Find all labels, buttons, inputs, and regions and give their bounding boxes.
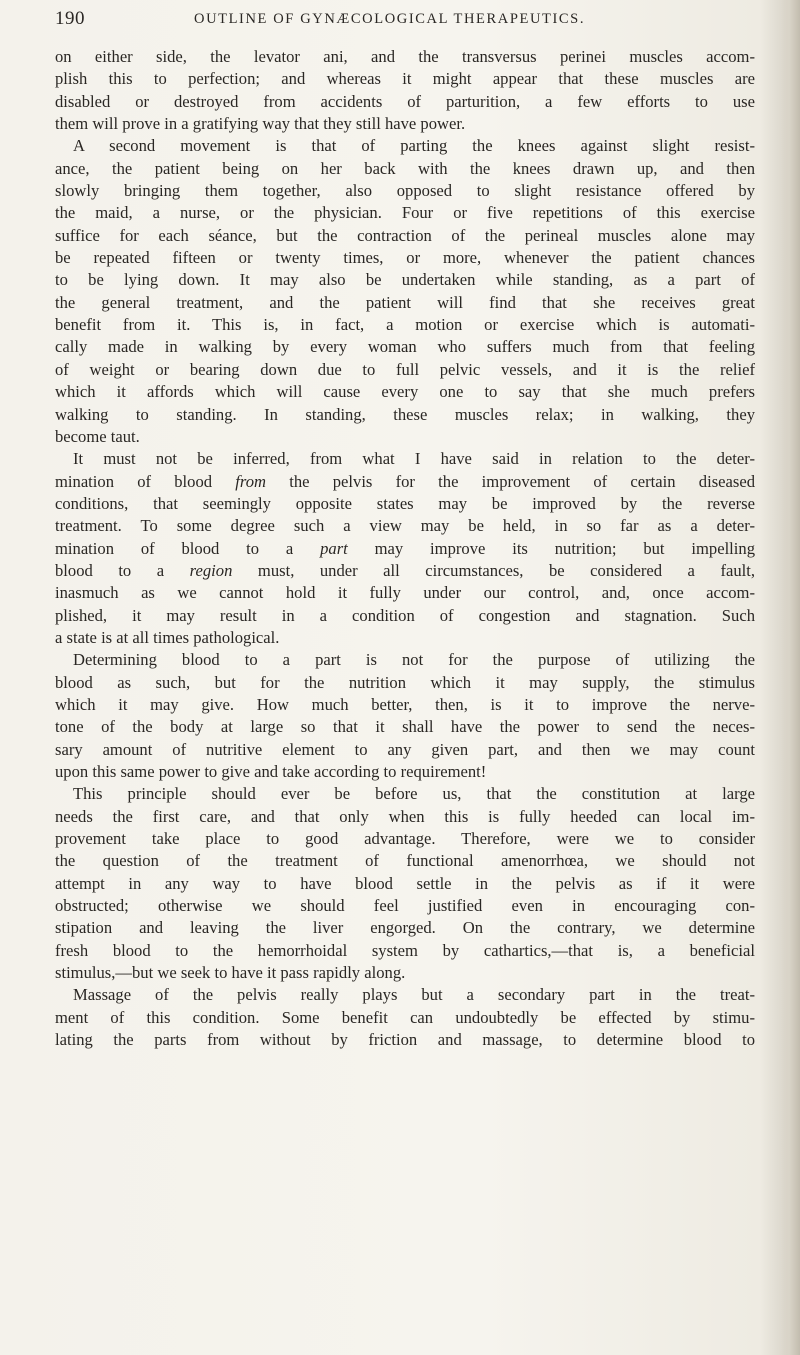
- text-line: on either side, the levator ani, and the transversus perinei muscles accom-: [55, 47, 755, 66]
- text-line: This principle should ever be before us, that the constitution at large: [73, 784, 755, 804]
- text-line: a state is at all times pathological.: [55, 627, 280, 647]
- text-line: the maid, a nurse, or the physician. Four or five repetitions of this exercise: [55, 203, 755, 223]
- text-line: disabled or destroyed from accidents of parturition, a few efforts to use: [55, 91, 755, 111]
- text-line: It must not be inferred, from what I have said in relation to the deter-: [73, 449, 755, 469]
- text-line: slowly bringing them together, also opposed to slight resistance offered by: [55, 181, 755, 201]
- text-line: A second movement is that of parting the knees against slight resist-: [73, 136, 755, 156]
- text-line: stipation and leaving the liver engorged. On the contrary, we determine: [55, 918, 755, 938]
- text-line: them will prove in a gratifying way that they still have power.: [55, 114, 466, 134]
- text-line: ance, the patient being on her back with the knees drawn up, and then: [55, 158, 755, 178]
- italic-word: region: [189, 560, 233, 580]
- text-line: stimulus,—but we seek to have it pass rapidly along.: [55, 963, 406, 983]
- text-line: mination of blood from the pelvis for the improvement of certain diseased: [55, 471, 755, 491]
- text-line: inasmuch as we cannot hold it fully under our control, and, once accom-: [55, 583, 755, 603]
- running-title: OUTLINE OF GYNÆCOLOGICAL THERAPEUTICS.: [194, 11, 586, 27]
- text-line: mination of blood to a part may improve its nutrition; but impelling: [55, 538, 755, 558]
- text-line: conditions, that seemingly opposite states may be improved by the reverse: [55, 493, 755, 513]
- page-number: 190: [55, 8, 85, 29]
- text-line: of weight or bearing down due to full pelvic vessels, and it is the relief: [55, 359, 755, 379]
- text-line: be repeated fifteen or twenty times, or more, whenever the patient chances: [55, 248, 755, 268]
- text-line: ment of this condition. Some benefit can undoubtedly be effected by stimu-: [55, 1007, 755, 1027]
- italic-word: part: [320, 538, 348, 558]
- text-line: cally made in walking by every woman who suffers much from that feeling: [55, 337, 755, 357]
- text-line: blood as such, but for the nutrition which it may supply, the stimulus: [55, 672, 755, 692]
- text-line: to be lying down. It may also be undertaken while standing, as a part of: [55, 270, 755, 290]
- text-line: sary amount of nutritive element to any given part, and then we may count: [55, 739, 755, 759]
- text-line: treatment. To some degree such a view may be held, in so far as a deter-: [55, 516, 755, 536]
- text-line: lating the parts from without by friction and massage, to determine blood to: [55, 1030, 755, 1050]
- text-line: which it affords which will cause every one to say that she much prefers: [55, 382, 755, 402]
- text-line: walking to standing. In standing, these muscles relax; in walking, they: [55, 404, 755, 424]
- text-line: tone of the body at large so that it shall have the power to send the neces-: [55, 717, 755, 737]
- page-header: [55, 8, 755, 34]
- text-line: become taut.: [55, 426, 140, 446]
- text-line: which it may give. How much better, then, is it to improve the nerve-: [55, 694, 755, 714]
- text-line: blood to a region must, under all circumstances, be considered a fault,: [55, 560, 755, 580]
- text-line: the general treatment, and the patient will find that she receives great: [55, 292, 755, 312]
- text-line: Determining blood to a part is not for the purpose of utilizing the: [73, 650, 755, 670]
- italic-word: from: [235, 471, 267, 491]
- text-line: upon this same power to give and take according to requirement!: [55, 762, 487, 781]
- text-line: attempt in any way to have blood settle in the pelvis as if it were: [55, 873, 755, 893]
- text-line: plish this to perfection; and whereas it might appear that these muscles are: [55, 69, 755, 89]
- text-line: obstructed; otherwise we should feel justified even in encouraging con-: [55, 896, 755, 916]
- text-line: suffice for each séance, but the contraction of the perineal muscles alone may: [55, 225, 755, 245]
- text-line: plished, it may result in a condition of congestion and stagnation. Such: [55, 605, 755, 625]
- text-line: provement take place to good advantage. Therefore, were we to consider: [55, 829, 755, 849]
- page-edge-shadow: [782, 0, 800, 1355]
- text-line: the question of the treatment of functional amenorrhœa, we should not: [55, 851, 755, 871]
- text-line: fresh blood to the hemorrhoidal system by cathartics,—that is, a beneficial: [55, 940, 755, 960]
- text-line: needs the first care, and that only when this is fully heeded can local im-: [55, 806, 755, 826]
- body-text: [55, 46, 755, 1051]
- text-line: benefit from it. This is, in fact, a motion or exercise which is automati-: [55, 315, 755, 335]
- text-line: Massage of the pelvis really plays but a secondary part in the treat-: [73, 985, 755, 1005]
